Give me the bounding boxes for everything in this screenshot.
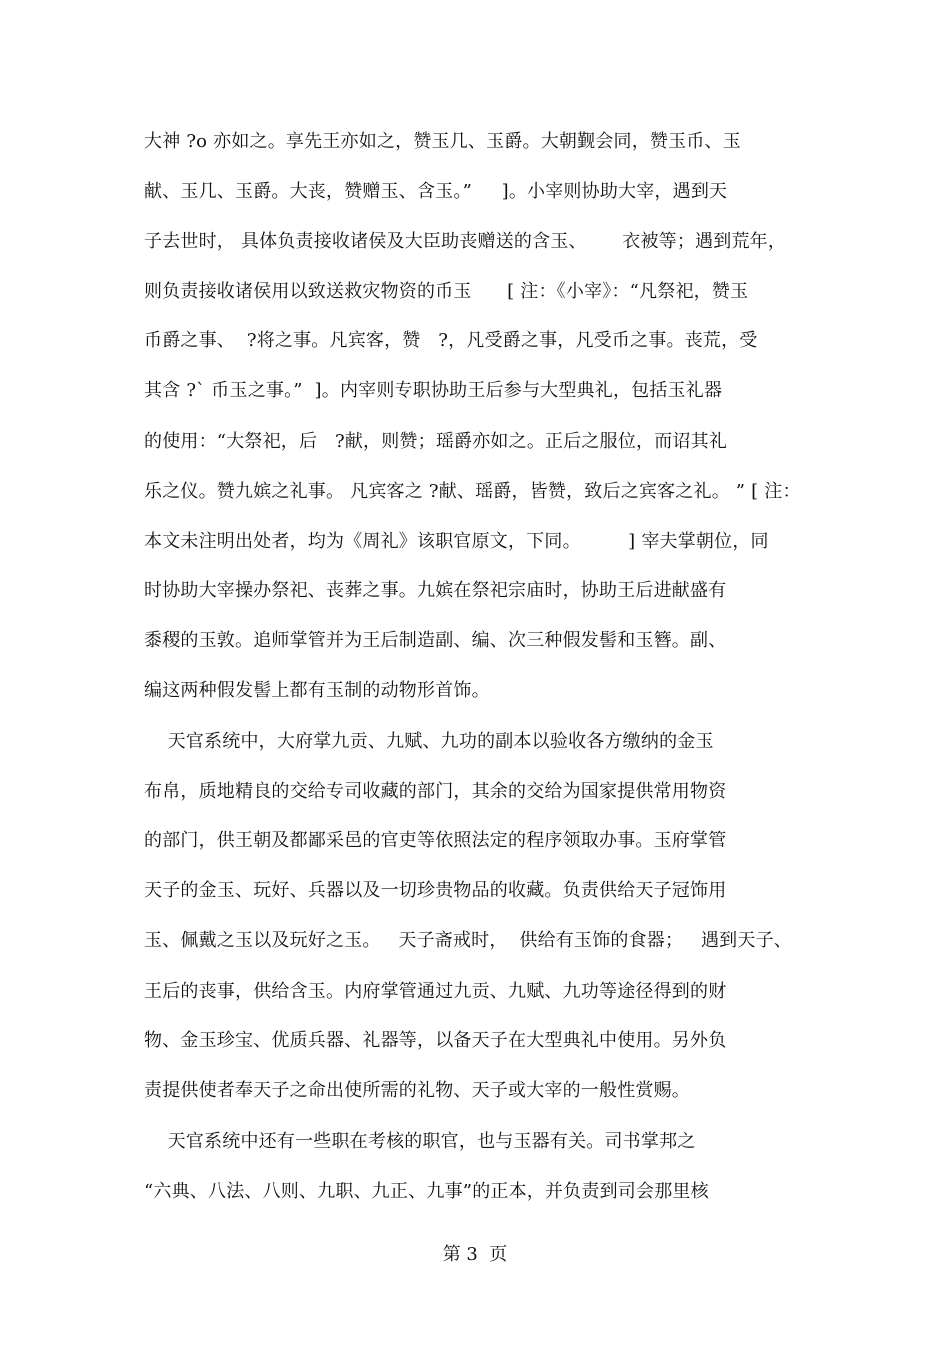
text-line-15: 的部门，供王朝及都鄙采邑的官吏等依照法定的程序领取办事。玉府掌管 [144, 830, 727, 851]
text-line-16: 天子的金玉、玩好、兵器以及一切珍贵物品的收藏。负责供给天子冠饰用 [144, 880, 727, 901]
page-number: 第 3 页 [442, 1244, 508, 1265]
text-line-8: 乐之仪。赞九嫔之礼事。 凡宾客之 ?献、瑶爵，皆赞，致后之宾客之礼。 ” [ 注： [144, 481, 801, 502]
text-line-6: 其含 ?` 币玉之事。” ]。内宰则专职协助王后参与大型典礼，包括玉礼器 [144, 380, 723, 401]
text-line-9: 本文未注明出处者，均为《周礼》该职官原文，下同。 ] 宰夫掌朝位，同 [144, 531, 769, 552]
text-line-17: 玉、佩戴之玉以及玩好之玉。 天子斋戒时， 供给有玉饰的食器； 遇到天子、 [144, 930, 792, 951]
text-line-19: 物、金玉珍宝、优质兵器、礼器等，以备天子在大型典礼中使用。另外负 [144, 1030, 727, 1051]
text-line-21: 天官系统中还有一些职在考核的职官，也与玉器有关。司书掌邦之 [144, 1131, 696, 1152]
text-line-13: 天官系统中，大府掌九贡、九赋、九功的副本以验收各方缴纳的金玉 [144, 731, 714, 752]
text-line-4: 则负责接收诸侯用以致送救灾物资的币玉 [ 注：《小宰》：“凡祭祀，赞玉 [144, 281, 749, 302]
text-line-11: 黍稷的玉敦。追师掌管并为王后制造副、编、次三种假发髻和玉簪。副、 [144, 630, 727, 651]
text-line-2: 献、玉几、玉爵。大丧，赞赠玉、含玉。” ]。小宰则协助大宰，遇到天 [144, 181, 728, 202]
text-line-22: “六典、八法、八则、九职、九正、九事”的正本，并负责到司会那里核 [144, 1181, 709, 1202]
text-line-12: 编这两种假发髻上都有玉制的动物形首饰。 [144, 680, 490, 701]
text-line-3: 子去世时， 具体负责接收诸侯及大臣助丧赠送的含玉、 衣被等；遇到荒年， [144, 231, 787, 252]
text-line-1: 大神 ?o 亦如之。享先王亦如之，赞玉几、玉爵。大朝觐会同，赞玉币、玉 [144, 131, 741, 152]
text-line-10: 时协助大宰操办祭祀、丧葬之事。九嫔在祭祀宗庙时，协助王后进献盛有 [144, 580, 727, 601]
text-line-5: 币爵之事、 ?将之事。凡宾客，赞 ?，凡受爵之事，凡受币之事。丧荒，受 [144, 330, 758, 351]
text-line-7: 的使用：“大祭祀，后 ?献，则赞；瑶爵亦如之。正后之服位，而诏其礼 [144, 431, 728, 452]
text-line-18: 王后的丧事，供给含玉。内府掌管通过九贡、九赋、九功等途径得到的财 [144, 981, 727, 1002]
text-line-14: 布帛，质地精良的交给专司收藏的部门，其余的交给为国家提供常用物资 [144, 781, 727, 802]
text-line-20: 责提供使者奉天子之命出使所需的礼物、天子或大宰的一般性赏赐。 [144, 1080, 690, 1101]
